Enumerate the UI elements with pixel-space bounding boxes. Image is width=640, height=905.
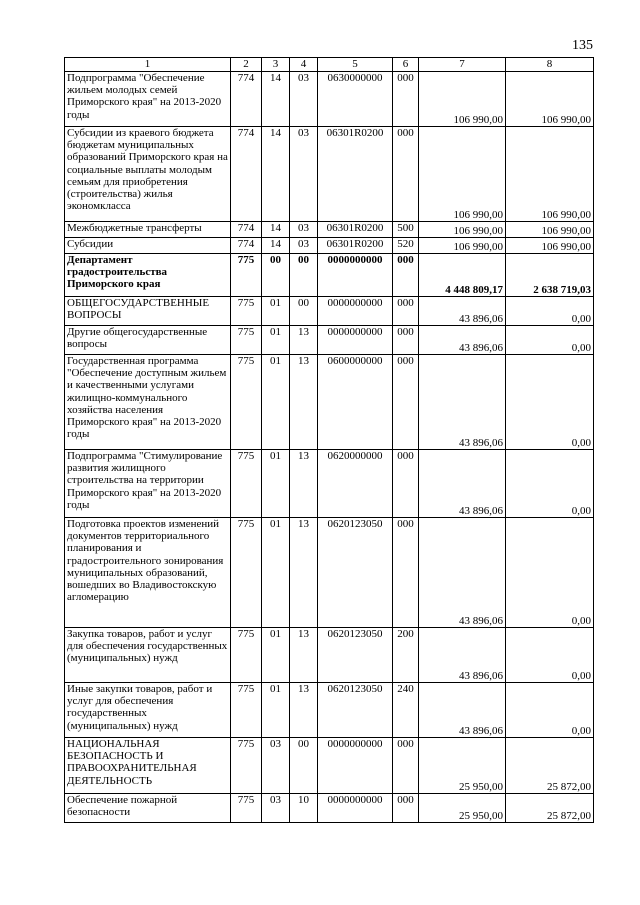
target-article-code: 06301R0200: [318, 238, 393, 254]
row-name: Субсидии из краевого бюджета бюджетам муниципальных образований Приморского края на социальные выплаты молодым семьям для приобретения (строительства) жилья экономкласса: [65, 127, 231, 222]
amount-col8: 0,00: [506, 326, 594, 355]
admin-code: 775: [231, 738, 262, 794]
admin-code: 775: [231, 683, 262, 738]
admin-code: 774: [231, 72, 262, 127]
target-article-code: 0000000000: [318, 326, 393, 355]
row-name: Подготовка проектов изменений документов территориального планирования и градостроительного зонирования муниципальных образований, вошедших во Владивостокскую агломерацию: [65, 518, 231, 628]
section-code: 01: [262, 683, 290, 738]
table-row: [65, 297, 594, 326]
section-code: 01: [262, 450, 290, 518]
amount-col7: 106 990,00: [419, 222, 506, 238]
expense-type-code: 500: [393, 222, 419, 238]
subsection-code: 03: [290, 127, 318, 222]
header-row: [65, 58, 594, 72]
target-article-code: 0000000000: [318, 738, 393, 794]
admin-code: 775: [231, 254, 262, 297]
target-article-code: 06301R0200: [318, 222, 393, 238]
amount-col7: 25 950,00: [419, 794, 506, 823]
header-cell: 2: [231, 58, 262, 72]
section-code: 01: [262, 628, 290, 683]
section-code: 00: [262, 254, 290, 297]
admin-code: 774: [231, 222, 262, 238]
expense-type-code: 000: [393, 72, 419, 127]
section-code: 14: [262, 238, 290, 254]
row-name: Другие общегосударственные вопросы: [65, 326, 231, 355]
target-article-code: 0000000000: [318, 297, 393, 326]
amount-col8: 106 990,00: [506, 238, 594, 254]
target-article-code: 0600000000: [318, 355, 393, 450]
admin-code: 775: [231, 355, 262, 450]
subsection-code: 10: [290, 794, 318, 823]
header-cell: 8: [506, 58, 594, 72]
target-article-code: 0000000000: [318, 794, 393, 823]
amount-col8: 2 638 719,03: [506, 254, 594, 297]
subsection-code: 13: [290, 628, 318, 683]
amount-col7: 4 448 809,17: [419, 254, 506, 297]
section-code: 14: [262, 72, 290, 127]
amount-col8: 0,00: [506, 683, 594, 738]
target-article-code: 06301R0200: [318, 127, 393, 222]
expense-type-code: 000: [393, 355, 419, 450]
section-code: 14: [262, 222, 290, 238]
target-article-code: 0620123050: [318, 683, 393, 738]
amount-col7: 43 896,06: [419, 326, 506, 355]
section-code: 01: [262, 326, 290, 355]
header-cell: 5: [318, 58, 393, 72]
table-row: [65, 72, 594, 127]
row-name: Закупка товаров, работ и услуг для обеспечения государственных (муниципальных) нужд: [65, 628, 231, 683]
row-name: Департамент градостроительства Приморского края: [65, 254, 231, 297]
amount-col8: 0,00: [506, 518, 594, 628]
amount-col8: 106 990,00: [506, 72, 594, 127]
expense-type-code: 000: [393, 518, 419, 628]
expense-type-code: 520: [393, 238, 419, 254]
amount-col7: 106 990,00: [419, 238, 506, 254]
table-row: [65, 326, 594, 355]
table-row: [65, 628, 594, 683]
subsection-code: 03: [290, 72, 318, 127]
target-article-code: 0620000000: [318, 450, 393, 518]
amount-col8: 25 872,00: [506, 794, 594, 823]
amount-col8: 0,00: [506, 297, 594, 326]
row-name: НАЦИОНАЛЬНАЯ БЕЗОПАСНОСТЬ И ПРАВООХРАНИТЕЛЬНАЯ ДЕЯТЕЛЬНОСТЬ: [65, 738, 231, 794]
subsection-code: 00: [290, 254, 318, 297]
table-row: [65, 238, 594, 254]
subsection-code: 13: [290, 355, 318, 450]
admin-code: 775: [231, 326, 262, 355]
amount-col7: 43 896,06: [419, 297, 506, 326]
table-row: [65, 222, 594, 238]
row-name: ОБЩЕГОСУДАРСТВЕННЫЕ ВОПРОСЫ: [65, 297, 231, 326]
subsection-code: 00: [290, 297, 318, 326]
header-cell: 7: [419, 58, 506, 72]
target-article-code: 0630000000: [318, 72, 393, 127]
amount-col7: 106 990,00: [419, 127, 506, 222]
amount-col7: 43 896,06: [419, 355, 506, 450]
subsection-code: 03: [290, 222, 318, 238]
section-code: 14: [262, 127, 290, 222]
table-row: [65, 355, 594, 450]
expense-type-code: 000: [393, 127, 419, 222]
admin-code: 775: [231, 628, 262, 683]
section-code: 01: [262, 297, 290, 326]
admin-code: 774: [231, 238, 262, 254]
subsection-code: 13: [290, 683, 318, 738]
admin-code: 774: [231, 127, 262, 222]
subsection-code: 00: [290, 738, 318, 794]
expense-type-code: 000: [393, 297, 419, 326]
row-name: Обеспечение пожарной безопасности: [65, 794, 231, 823]
subsection-code: 13: [290, 450, 318, 518]
table-row: [65, 518, 594, 628]
amount-col7: 43 896,06: [419, 450, 506, 518]
subsection-code: 13: [290, 518, 318, 628]
header-cell: 3: [262, 58, 290, 72]
table-row: [65, 254, 594, 297]
row-name: Иные закупки товаров, работ и услуг для обеспечения государственных (муниципальных) нужд: [65, 683, 231, 738]
header-cell: 6: [393, 58, 419, 72]
header-cell: 4: [290, 58, 318, 72]
header-cell: 1: [65, 58, 231, 72]
amount-col7: 43 896,06: [419, 628, 506, 683]
admin-code: 775: [231, 450, 262, 518]
amount-col8: 0,00: [506, 355, 594, 450]
expense-type-code: 000: [393, 738, 419, 794]
subsection-code: 13: [290, 326, 318, 355]
expense-type-code: 000: [393, 326, 419, 355]
amount-col8: 106 990,00: [506, 127, 594, 222]
table-row: [65, 683, 594, 738]
admin-code: 775: [231, 794, 262, 823]
expense-type-code: 240: [393, 683, 419, 738]
section-code: 01: [262, 518, 290, 628]
row-name: Межбюджетные трансферты: [65, 222, 231, 238]
row-name: Государственная программа "Обеспечение доступным жильем и качественными услугами жилищно-коммунального хозяйства населения Приморского края" на 2013-2020 годы: [65, 355, 231, 450]
expense-type-code: 000: [393, 254, 419, 297]
amount-col8: 0,00: [506, 628, 594, 683]
budget-table: [64, 57, 594, 823]
amount-col8: 0,00: [506, 450, 594, 518]
amount-col7: 25 950,00: [419, 738, 506, 794]
page-number: 135: [572, 38, 593, 53]
target-article-code: 0000000000: [318, 254, 393, 297]
amount-col8: 106 990,00: [506, 222, 594, 238]
expense-type-code: 200: [393, 628, 419, 683]
admin-code: 775: [231, 297, 262, 326]
row-name: Субсидии: [65, 238, 231, 254]
expense-type-code: 000: [393, 450, 419, 518]
section-code: 03: [262, 794, 290, 823]
amount-col7: 43 896,06: [419, 683, 506, 738]
row-name: Подпрограмма "Стимулирование развития жилищного строительства на территории Приморского края" на 2013-2020 годы: [65, 450, 231, 518]
table-row: [65, 450, 594, 518]
target-article-code: 0620123050: [318, 518, 393, 628]
amount-col7: 106 990,00: [419, 72, 506, 127]
table-row: [65, 738, 594, 794]
admin-code: 775: [231, 518, 262, 628]
expense-type-code: 000: [393, 794, 419, 823]
subsection-code: 03: [290, 238, 318, 254]
amount-col8: 25 872,00: [506, 738, 594, 794]
row-name: Подпрограмма "Обеспечение жильем молодых семей Приморского края" на 2013-2020 годы: [65, 72, 231, 127]
section-code: 03: [262, 738, 290, 794]
table-row: [65, 794, 594, 823]
table-row: [65, 127, 594, 222]
amount-col7: 43 896,06: [419, 518, 506, 628]
section-code: 01: [262, 355, 290, 450]
target-article-code: 0620123050: [318, 628, 393, 683]
